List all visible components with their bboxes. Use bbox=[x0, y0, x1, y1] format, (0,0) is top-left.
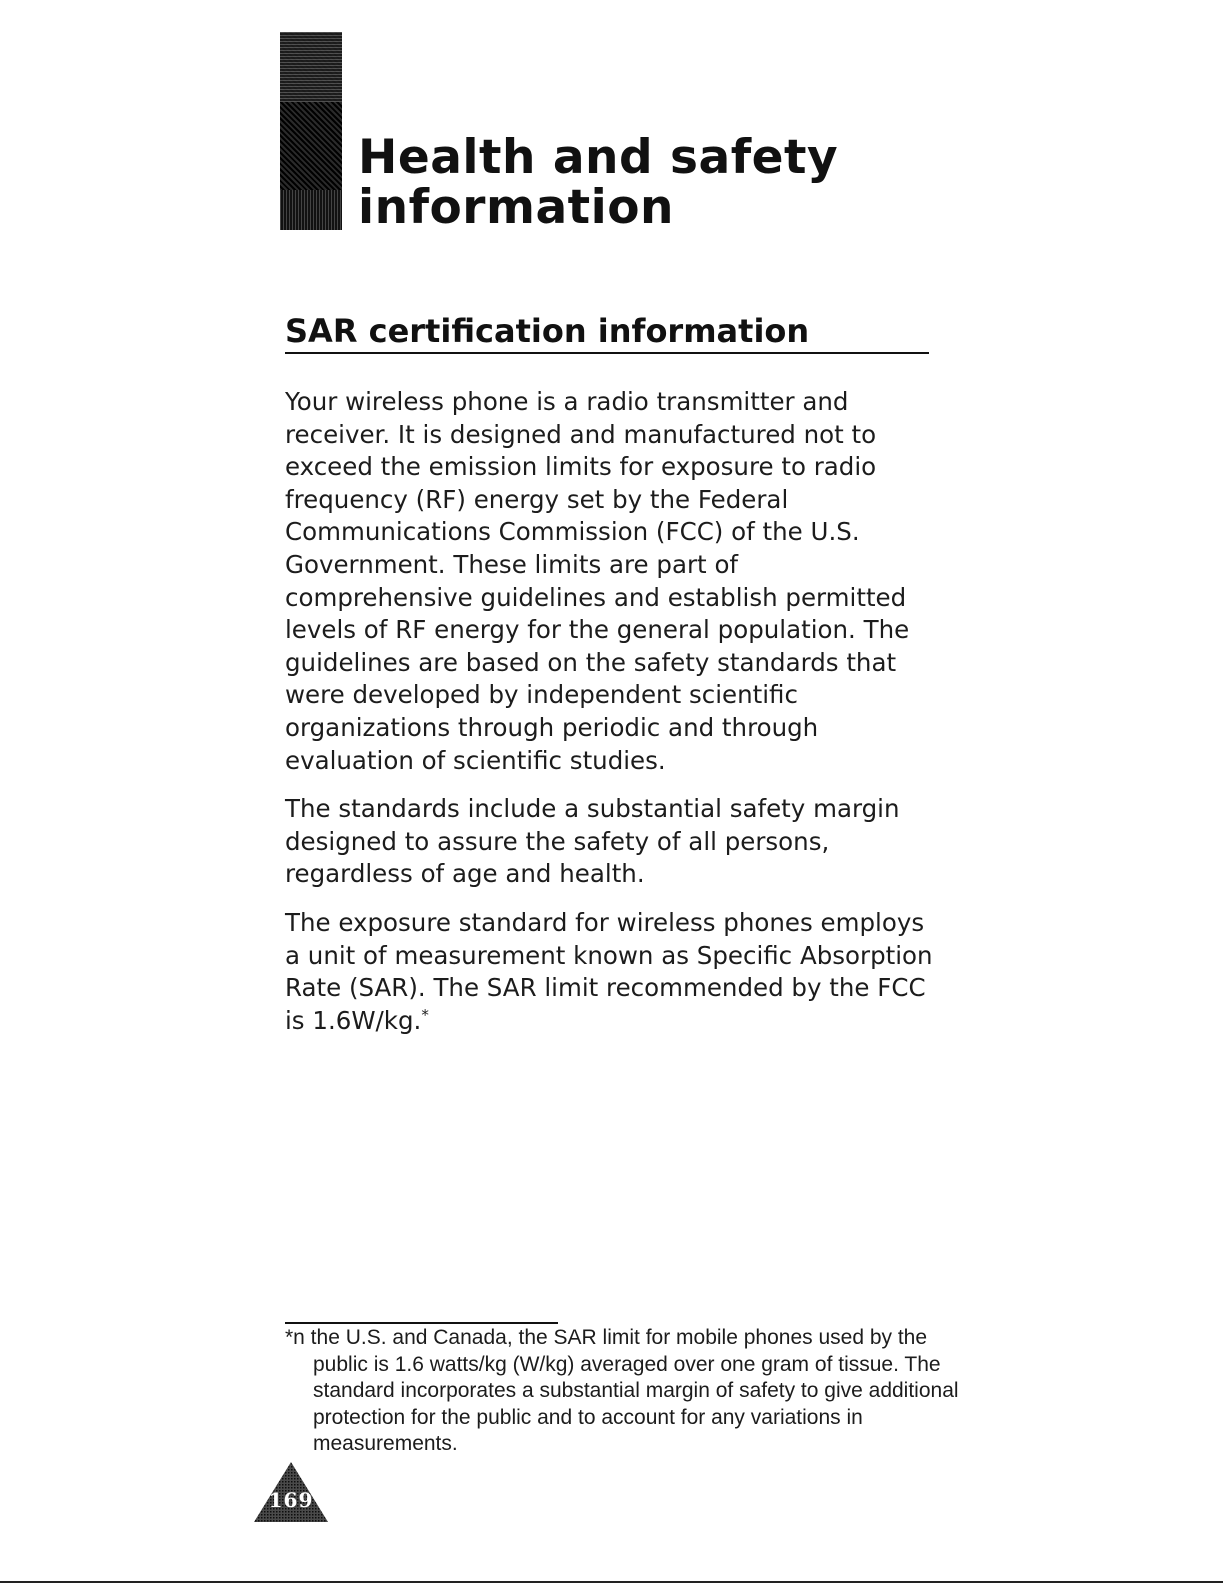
page-number: 169 bbox=[268, 1488, 314, 1512]
section-title: SAR certification information bbox=[285, 312, 810, 350]
paragraph-1: Your wireless phone is a radio transmitter and receiver. It is designed and manufactured not to exceed the emission limits for exposure to radio frequency (RF) energy set by the Federal Communications Commission (FCC) of the U.S. Government. These limits are part of comprehensive guidelines and establish permitted levels of RF energy for the general population. The guidelines are based on the safety standards that were developed by independent scientific organizations through periodic and through evaluation of scientific studies. bbox=[285, 387, 910, 775]
chapter-title-line-2: information bbox=[358, 180, 675, 235]
page-number-badge bbox=[252, 1460, 330, 1524]
footnote: *n the U.S. and Canada, the SAR limit for mobile phones used by the public is 1.6 watts/kg (W/kg) averaged over one gram of tissue. The standard incorporates a substantial margin of safety to give additional protection for the public and to account for any variations in measurements. bbox=[285, 1326, 959, 1455]
footnote-divider bbox=[285, 1322, 558, 1324]
body-text bbox=[285, 386, 933, 1053]
chapter-title-line-1: Health and safety bbox=[358, 130, 839, 185]
paragraph-3 bbox=[285, 907, 933, 1037]
chapter-marker-bar bbox=[280, 32, 342, 230]
chapter-title bbox=[358, 130, 839, 235]
section-divider bbox=[285, 352, 929, 354]
paragraph-2: The standards include a substantial safety margin designed to assure the safety of all persons, regardless of age and health. bbox=[285, 794, 900, 889]
page-bottom-border bbox=[0, 1581, 1223, 1583]
paragraph-3-text: The exposure standard for wireless phones employs a unit of measurement known as Specific Absorption Rate (SAR). The SAR limit recommended by the FCC is 1.6W/kg. bbox=[285, 907, 933, 1035]
chapter-marker-texture bbox=[280, 190, 342, 230]
footnote-marker: * bbox=[421, 1005, 429, 1024]
